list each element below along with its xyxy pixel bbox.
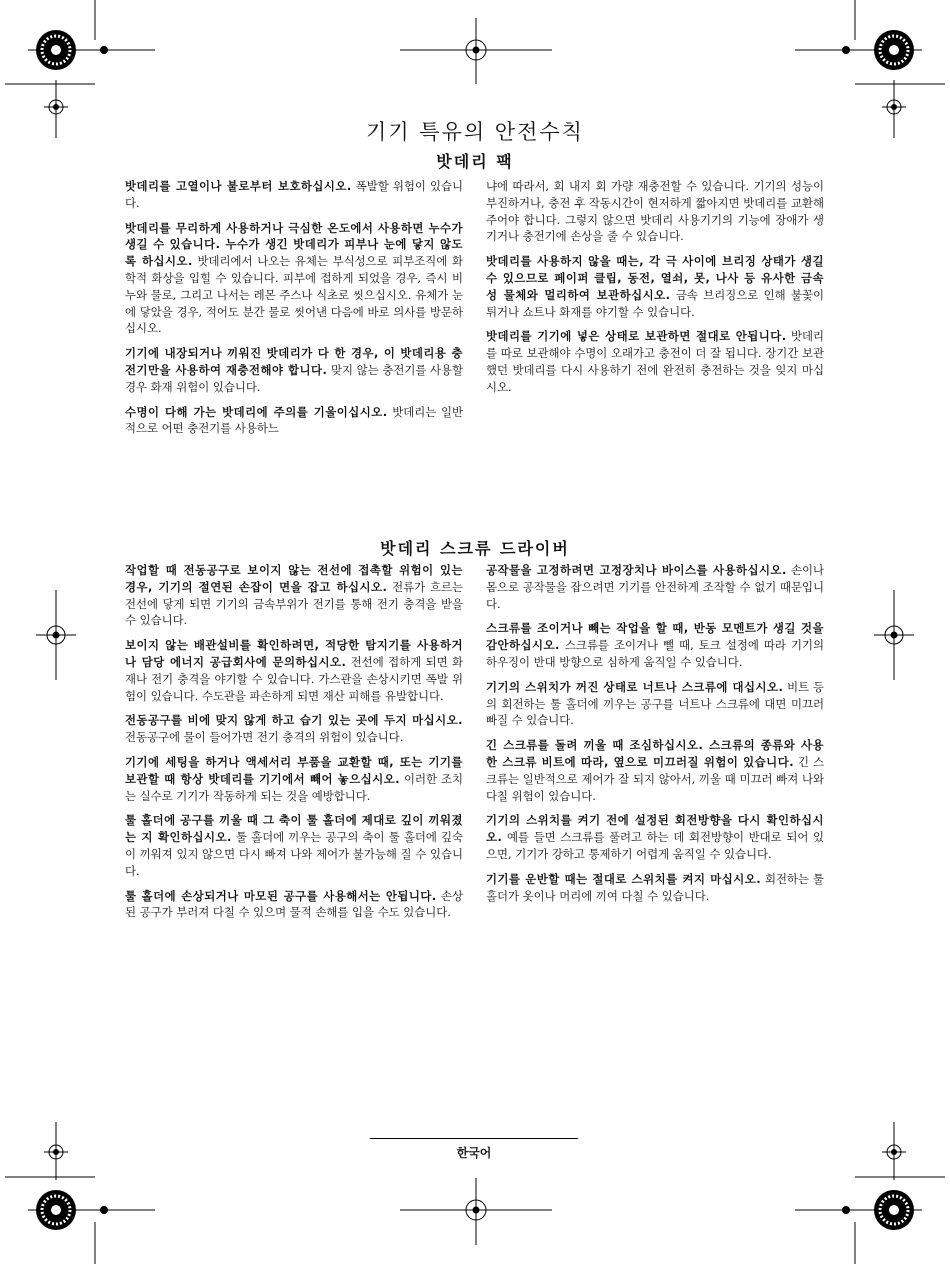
paragraph-body: 밧데리는 일반적으로 어떤 충전기를 사용하느 (125, 404, 463, 436)
paragraph (486, 871, 824, 905)
paragraph-body: 밧데리에서 나오는 유체는 부식성으로 피부조직에 화학적 화상을 입힐 수 있습니다. 피부에 접하게 되었을 경우, 즉시 비누와 물로, 그리고 나서는 레몬 주스나 식초로 씻으십시오. 유체가 눈에 닿았을 경우, 적어도 분간 물로 씻어낸 다음에 바로 의사를 방문하십시오. (125, 254, 463, 336)
paragraph-body: 툴 홀더에 끼우는 공구의 축이 툴 홀더에 깊숙이 끼워져 있지 않으면 다시 빠져 나와 제어가 불가능해 질 수 있습니다. (125, 830, 463, 878)
section1-right-column (486, 178, 824, 404)
paragraph-lead: 공작물을 고정하려면 고정장치나 바이스를 사용하십시오. (486, 563, 787, 577)
paragraph-lead: 기기에 내장되거나 끼워진 밧데리가 다 한 경우, 이 밧데리용 충전기만을 사용하여 재충전해야 합니다. (125, 346, 463, 377)
paragraph-body: 냐에 따라서, 회 내지 회 가량 재충전할 수 있습니다. 기기의 성능이 부진하거나, 충전 후 작동시간이 현저하게 짧아지면 밧데리를 교환해 주어야 합니다. 그렇지 않으면 밧데리 사용기기의 기능에 장애가 생기거나 충전기에 손상을 줄 수 있습니다. (486, 179, 824, 244)
paragraph-body: 회전하는 툴 홀더가 옷이나 머리에 끼여 다칠 수 있습니다. (486, 871, 824, 903)
paragraph (125, 562, 463, 629)
paragraph (125, 712, 463, 746)
paragraph (486, 679, 824, 729)
paragraph-body: 전동공구에 물이 들어가면 전기 충격의 위험이 있습니다. (125, 730, 404, 745)
paragraph-body: 스크류를 조이거나 뺄 때, 토크 설정에 따라 기기의 하우징이 반대 방향으로 심하게 움직일 수 있습니다. (486, 638, 824, 669)
paragraph-body: 손상된 공구가 부러져 다칠 수 있으며 물적 손해를 입을 수도 있습니다. (125, 888, 463, 920)
paragraph-lead: 작업할 때 전동공구로 보이지 않는 전선에 접촉할 위험이 있는 경우, 기기의 절연된 손잡이 면을 잡고 하십시오. (125, 563, 463, 594)
footer-rule (370, 1138, 578, 1139)
paragraph-body: 금속 브리징으로 인해 불꽃이 튀거나 쇼트나 화재를 야기할 수 있습니다. (486, 287, 824, 319)
paragraph-lead: 보이지 않는 배관설비를 확인하려면, 적당한 탐지기를 사용하거나 담당 에너지 공급회사에 문의하십시오. (125, 638, 463, 669)
paragraph-lead: 밧데리를 고열이나 불로부터 보호하십시오. (125, 179, 352, 193)
paragraph-body: 밧데리를 따로 보관해야 수명이 오래가고 충전이 더 잘 됩니다. 장기간 보관했던 밧데리를 다시 사용하기 전에 완전히 충전하는 것을 잊지 마십시오. (486, 329, 824, 394)
paragraph-lead: 밧데리를 무리하게 사용하거나 극심한 온도에서 사용하면 누수가 생길 수 있습니다. 누수가 생긴 밧데리가 피부나 눈에 닿지 않도록 하십시오. (125, 220, 463, 269)
paragraph (125, 345, 463, 395)
paragraph-body: 비트 등의 회전하는 툴 홀더에 끼우는 공구를 너트나 스크류에 대면 미끄러 빠질 수 있습니다. (486, 679, 824, 728)
paragraph-lead: 밧데리를 기기에 넣은 상태로 보관하면 절대로 안됩니다. (486, 329, 787, 344)
paragraph-body: 전류가 흐르는 전선에 닿게 되면 기기의 금속부위가 전기를 통해 전기 충격을 받을 수 있습니다. (125, 579, 464, 628)
paragraph (486, 562, 824, 612)
footer-language: 한국어 (456, 1146, 492, 1160)
paragraph (125, 637, 463, 704)
paragraph (125, 888, 463, 922)
paragraph-body: 폭발할 위험이 있습니다. (125, 179, 463, 210)
paragraph-body: 맞지 않는 충전기를 사용할 경우 화재 위험이 있습니다. (125, 362, 463, 394)
section1-heading: 밧데리 팩 (436, 152, 514, 171)
paragraph (125, 178, 463, 212)
section2-left-column (125, 562, 463, 929)
paragraph (486, 253, 824, 320)
paragraph-lead: 스크류를 조이거나 빼는 작업을 할 때, 반동 모멘트가 생길 것을 감안하십시오. (486, 621, 824, 653)
paragraph-body: 전선에 접하게 되면 화재나 전기 충격을 야기할 수 있습니다. 가스관을 손상시키면 폭발 위험이 있습니다. 수도관을 파손하게 되면 재산 피해를 유발합니다. (125, 654, 464, 703)
paragraph-lead: 전동공구를 비에 맞지 않게 하고 습기 있는 곳에 두지 마십시오. (125, 713, 463, 728)
paragraph (125, 812, 463, 879)
paragraph (125, 404, 463, 438)
paragraph (125, 754, 463, 804)
paragraph-lead: 기기의 스위치가 꺼진 상태로 너트나 스크류에 대십시오. (486, 679, 784, 694)
paragraph-lead: 기기의 스위치를 켜기 전에 설정된 회전방향을 다시 확인하십시오. (486, 813, 824, 845)
paragraph (486, 620, 824, 670)
paragraph-lead: 기기를 운반할 때는 절대로 스위치를 켜지 마십시오. (486, 871, 762, 886)
paragraph (486, 812, 824, 862)
paragraph-body: 이러한 조치는 실수로 기기가 작동하게 되는 것을 예방합니다. (125, 771, 463, 803)
starburst-target (36, 30, 76, 70)
section2-right-column (486, 562, 824, 912)
paragraph-body: 예를 들면 스크류를 풀려고 하는 데 회전방향이 반대로 되어 있으면, 기기가 강하고 통제하기 어렵게 움직일 수 있습니다. (486, 830, 824, 861)
paragraph-lead: 긴 스크류를 돌려 끼울 때 조심하십시오. 스크류의 종류와 사용한 스크류 비트에 따라, 옆으로 미끄러질 위험이 있습니다. (486, 738, 824, 769)
paragraph-body: 긴 스크류는 일반적으로 제어가 잘 되지 않아서, 끼울 때 미끄러 빠져 나와 다칠 위험이 있습니다. (486, 754, 825, 803)
paragraph-lead: 툴 홀더에 손상되거나 마모된 공구를 사용해서는 안됩니다. (125, 888, 437, 903)
section2-heading: 밧데리 스크류 드라이버 (380, 539, 570, 558)
paragraph (486, 737, 824, 804)
page-title: 기기 특유의 안전수칙 (366, 120, 584, 144)
paragraph (486, 178, 824, 245)
section1-left-column (125, 178, 463, 445)
paragraph-lead: 수명이 다해 가는 밧데리에 주의를 기울이십시오. (125, 404, 388, 419)
paragraph (125, 220, 463, 338)
paragraph-lead: 기기에 세팅을 하거나 액세서리 부품을 교환할 때, 또는 기기를 보관할 때 항상 밧데리를 기기에서 빼어 놓으십시오. (125, 754, 463, 786)
paragraph-lead: 밧데리를 사용하지 않을 때는, 각 극 사이에 브리징 상태가 생길 수 있으므로 페이퍼 클립, 동전, 열쇠, 못, 나사 등 유사한 금속성 물체와 멀리하여 보관하십시오. (486, 254, 824, 302)
paragraph-lead: 툴 홀더에 공구를 끼울 때 그 축이 툴 홀더에 제대로 깊이 끼워졌는 지 확인하십시오. (125, 813, 463, 845)
paragraph (486, 328, 824, 395)
paragraph-body: 손이나 몸으로 공작물을 잡으려면 기기를 안전하게 조작할 수 없기 때문입니다. (486, 563, 824, 611)
